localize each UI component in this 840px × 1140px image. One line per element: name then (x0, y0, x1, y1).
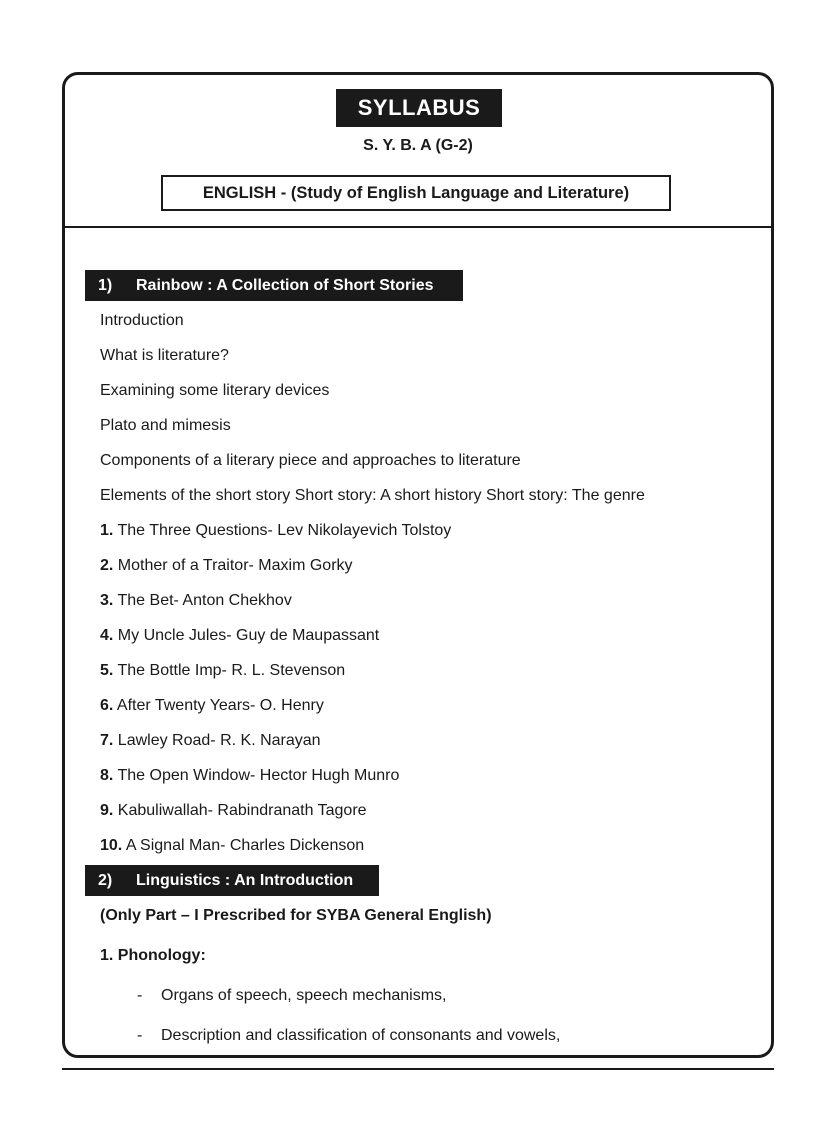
story-title: Kabuliwallah- Rabindranath Tagore (117, 802, 367, 819)
story-item (100, 557, 353, 575)
story-item (100, 522, 451, 540)
story-item (100, 732, 321, 750)
story-number: 1. (100, 522, 114, 539)
section-title: Linguistics : An Introduction (136, 871, 354, 889)
story-number: 6. (100, 697, 114, 714)
story-number: 3. (100, 592, 114, 609)
story-number: 9. (100, 802, 114, 819)
list-item: Introduction (100, 312, 184, 329)
section-note: (Only Part – I Prescribed for SYBA General English) (100, 907, 492, 924)
topic-title: Phonology: (117, 947, 206, 964)
section-2-heading (85, 865, 379, 896)
story-item (100, 592, 292, 610)
list-item: Plato and mimesis (100, 417, 231, 434)
story-title: The Bet- Anton Chekhov (117, 592, 292, 609)
footer-divider (62, 1068, 774, 1070)
story-item (100, 802, 367, 820)
topic-heading (100, 947, 206, 965)
header-divider (65, 226, 771, 228)
subject-heading: ENGLISH - (Study of English Language and Literature) (161, 175, 671, 211)
list-item: Elements of the short story Short story: A short history Short story: The genre (100, 487, 645, 504)
story-number: 2. (100, 557, 114, 574)
section-number: 2) (98, 871, 113, 889)
story-item (100, 837, 364, 855)
list-item: What is literature? (100, 347, 229, 364)
story-title: My Uncle Jules- Guy de Maupassant (117, 627, 380, 644)
story-number: 8. (100, 767, 114, 784)
story-title: The Open Window- Hector Hugh Munro (117, 767, 400, 784)
story-item (100, 697, 324, 715)
topic-number: 1. (100, 947, 114, 964)
sub-item: Organs of speech, speech mechanisms, (161, 987, 447, 1004)
bullet-marker: - (137, 987, 143, 1004)
section-number: 1) (98, 276, 113, 294)
story-title: The Three Questions- Lev Nikolayevich Tolstoy (117, 522, 452, 539)
story-title: A Signal Man- Charles Dickenson (125, 837, 365, 854)
story-number: 10. (100, 837, 123, 854)
story-title: The Bottle Imp- R. L. Stevenson (117, 662, 346, 679)
story-number: 5. (100, 662, 114, 679)
sub-item: Description and classification of consonants and vowels, (161, 1027, 561, 1044)
story-item (100, 627, 379, 645)
list-item: Components of a literary piece and approaches to literature (100, 452, 521, 469)
class-heading: S. Y. B. A (G-2) (363, 137, 473, 154)
syllabus-title: SYLLABUS (336, 89, 502, 127)
bullet-marker: - (137, 1027, 143, 1044)
section-title: Rainbow : A Collection of Short Stories (136, 276, 434, 294)
story-item (100, 662, 345, 680)
story-title: Lawley Road- R. K. Narayan (117, 732, 321, 749)
story-title: After Twenty Years- O. Henry (116, 697, 324, 714)
story-number: 4. (100, 627, 114, 644)
story-title: Mother of a Traitor- Maxim Gorky (117, 557, 353, 574)
story-item (100, 767, 399, 785)
story-number: 7. (100, 732, 114, 749)
list-item: Examining some literary devices (100, 382, 330, 399)
section-1-heading (85, 270, 463, 301)
